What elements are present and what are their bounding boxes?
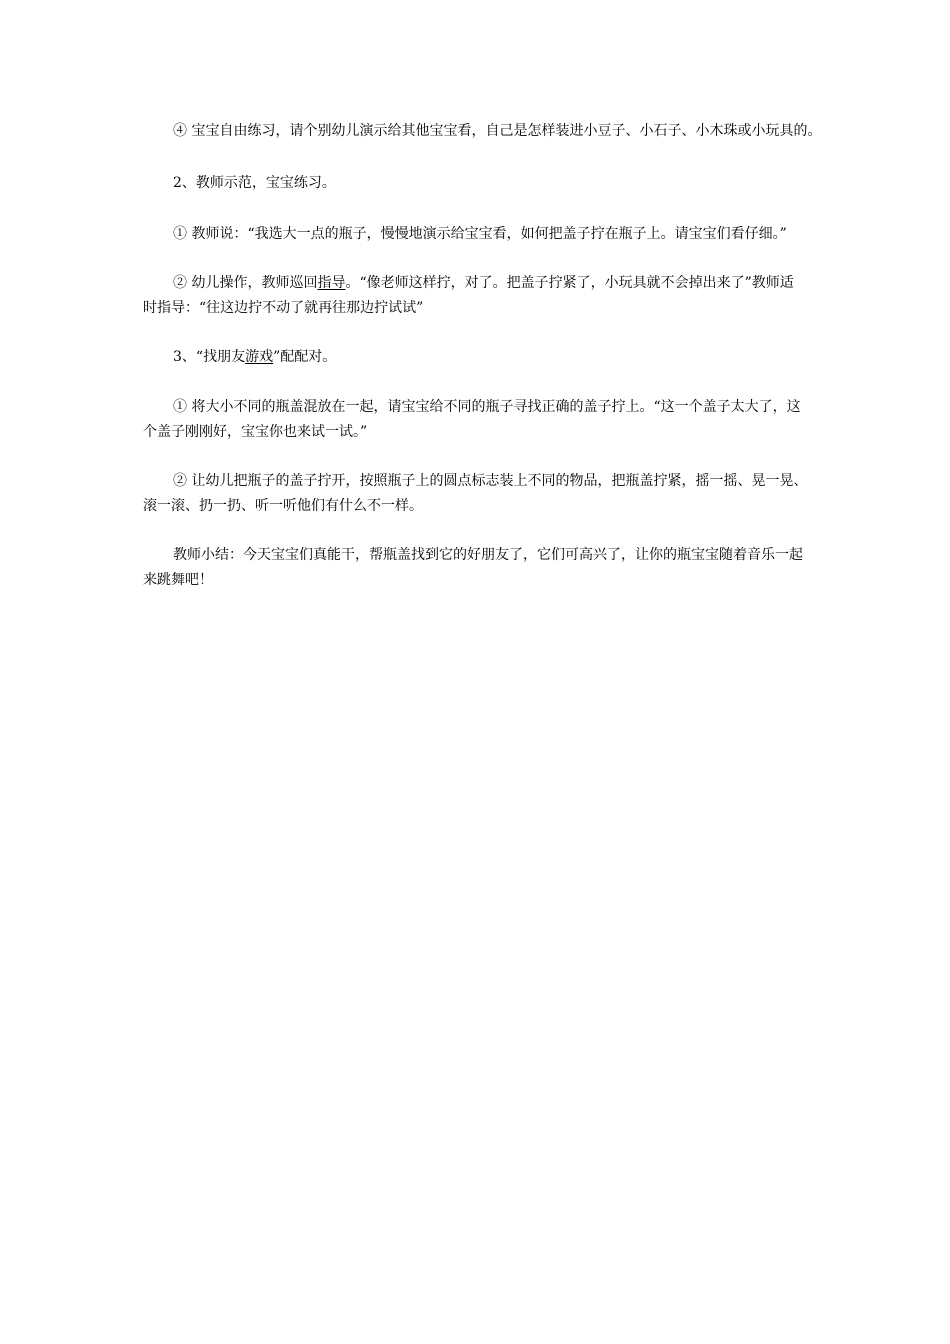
paragraph-text: 。“像老师这样拧，对了。把盖子拧紧了，小玩具就不会掉出来了”教师适 <box>345 275 794 291</box>
paragraph-text: 滚一滚、扔一扔、听一听他们有什么不一样。 <box>143 498 423 514</box>
paragraph-text: ② 让幼儿把瓶子的盖子拧开，按照瓶子上的圆点标志装上不同的物品，把瓶盖拧紧，摇一摇、晃一晃、 <box>173 473 808 489</box>
paragraph-step-4-free-practice <box>143 119 822 144</box>
heading-text: ”配配对。 <box>273 349 337 365</box>
paragraph-text: 时指导：“往这边拧不动了就再往那边拧试试” <box>143 300 424 316</box>
paragraph-text: 教师小结：今天宝宝们真能干，帮瓶盖找到它的好朋友了，它们可高兴了，让你的瓶宝宝随着音乐一起 <box>173 547 803 563</box>
paragraph-text: 个盖子刚刚好，宝宝你也来试一试。” <box>143 424 368 440</box>
section-heading-3 <box>143 345 815 370</box>
paragraph-mixed-caps <box>143 395 815 445</box>
paragraph-teacher-summary <box>143 543 815 593</box>
paragraph-text: 来跳舞吧！ <box>143 572 213 588</box>
paragraph-teacher-says <box>143 222 815 247</box>
guidance-link[interactable]: 指导 <box>317 275 346 291</box>
paragraph-text: ① 将大小不同的瓶盖混放在一起，请宝宝给不同的瓶子寻找正确的盖子拧上。“这一个盖子太大了，这 <box>173 399 801 415</box>
paragraph-text: ④ 宝宝自由练习，请个别幼儿演示给其他宝宝看，自己是怎样装进小豆子、小石子、小木珠或小玩具的。 <box>173 123 822 139</box>
paragraph-text: ② 幼儿操作，教师巡回 <box>173 275 318 291</box>
paragraph-child-operation <box>143 271 815 321</box>
section-heading-2 <box>143 171 815 196</box>
heading-text: 2、教师示范，宝宝练习。 <box>173 175 336 191</box>
game-link[interactable]: 游戏 <box>245 349 274 365</box>
paragraph-text: ① 教师说：“我选大一点的瓶子，慢慢地演示给宝宝看，如何把盖子拧在瓶子上。请宝宝们看仔细。” <box>173 226 787 242</box>
paragraph-open-bottles <box>143 469 815 519</box>
heading-text: 3、“找朋友 <box>173 349 246 365</box>
